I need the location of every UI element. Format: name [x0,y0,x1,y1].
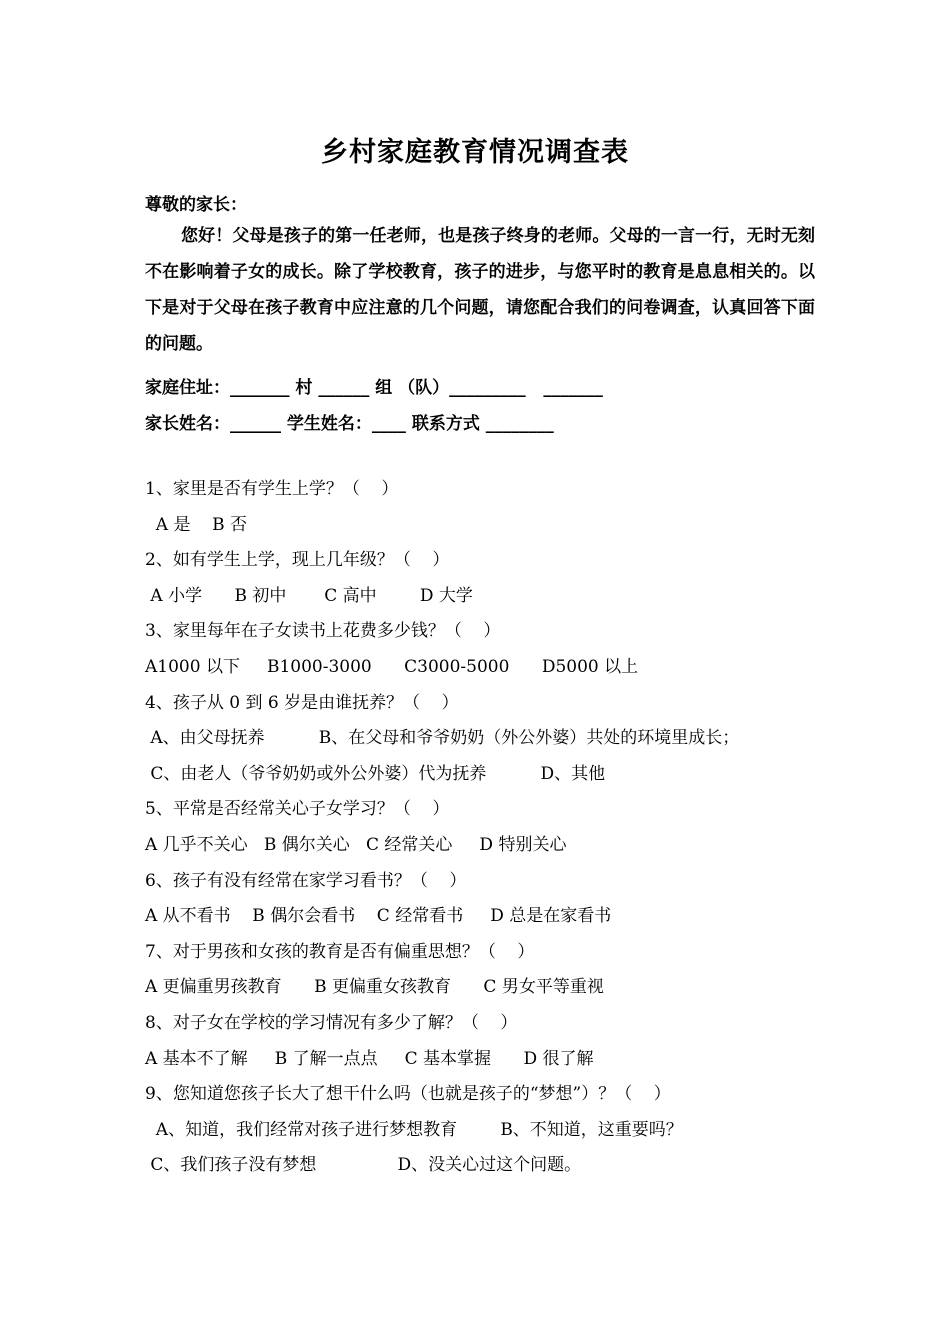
address-line: 家庭住址：_______ 村 ______ 组 （队）_________ _______ [145,378,603,398]
question-4: 4、孩子从 0 到 6 岁是由谁抚养？（ ） [145,692,459,713]
question-7: 7、对于男孩和女孩的教育是否有偏重思想？（ ） [145,941,535,962]
question-8-options: A 基本不了解 B 了解一点点 C 基本掌握 D 很了解 [145,1048,594,1069]
question-4-options: A、由父母抚养 B、在父母和爷爷奶奶（外公外婆）共处的环境里成长； [145,728,740,749]
question-5-options: A 几乎不关心 B 偶尔关心 C 经常关心 D 特别关心 [145,834,567,855]
greeting: 尊敬的家长： [145,195,247,215]
question-9: 9、您知道您孩子长大了想干什么吗（也就是孩子的“梦想”）？（ ） [145,1084,671,1105]
question-1: 1、家里是否有学生上学？（ ） [145,479,399,499]
question-1-options: A 是 B 否 [145,514,247,535]
question-2-options: A 小学 B 初中 C 高中 D 大学 [145,585,473,606]
question-4-options: C、由老人（爷爷奶奶或外公外婆）代为抚养 D、其他 [145,763,606,784]
question-9-options: A、知道，我们经常对孩子进行梦想教育 B、不知道，这重要吗？ [145,1119,683,1140]
page-title: 乡村家庭教育情况调查表 [321,137,629,168]
question-list [145,472,845,1184]
question-3-options: A1000 以下 B1000-3000 C3000-5000 D5000 以上 [145,656,639,677]
question-8: 8、对子女在学校的学习情况有多少了解？（ ） [145,1012,518,1033]
question-6: 6、孩子有没有经常在家学习看书？（ ） [145,870,467,891]
question-2: 2、如有学生上学，现上几年级？（ ） [145,550,450,571]
question-5: 5、平常是否经常关心子女学习？（ ） [145,799,450,820]
question-6-options: A 从不看书 B 偶尔会看书 C 经常看书 D 总是在家看书 [145,906,612,927]
question-3: 3、家里每年在子女读书上花费多少钱？（ ） [145,621,501,642]
parent-info-line: 家长姓名：______ 学生姓名：____ 联系方式 ________ [145,414,554,434]
intro-paragraph: 您好！父母是孩子的第一任老师，也是孩子终身的老师。父母的一言一行，无时无刻不在影响着子女的成长。除了学校教育，孩子的进步，与您平时的教育是息息相关的。以下是对于父母在孩子教育中应注意的几个问题，请您配合我们的问卷调查，认真回答下面的问题。 [145,226,815,354]
question-9-options: C、我们孩子没有梦想 D、没关心过这个问题。 [145,1155,582,1176]
question-7-options: A 更偏重男孩教育 B 更偏重女孩教育 C 男女平等重视 [145,977,604,998]
